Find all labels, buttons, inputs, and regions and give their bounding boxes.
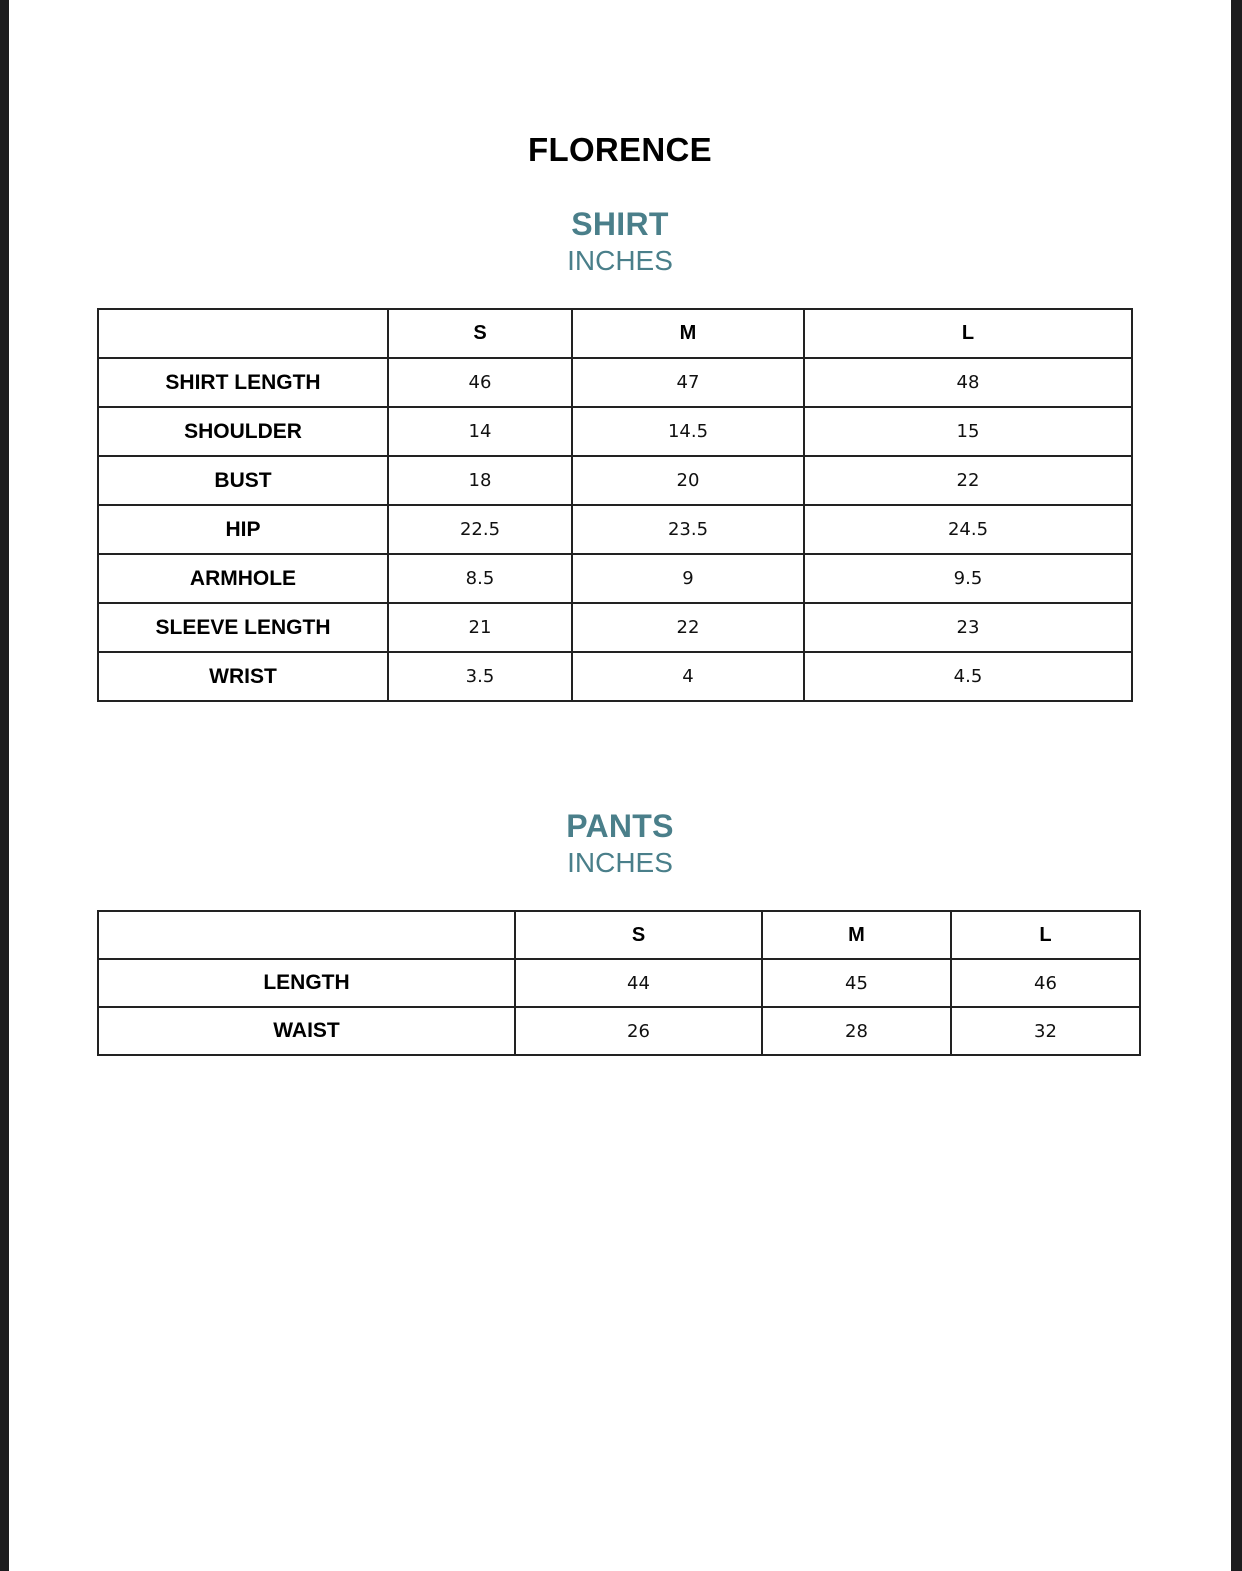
- row-label: SHOULDER: [98, 407, 388, 456]
- header-size-m: M: [762, 911, 951, 959]
- table-cell: 45: [762, 959, 951, 1007]
- table-cell: 4: [572, 652, 804, 701]
- table-row: [98, 505, 1132, 554]
- document-page: [9, 0, 1231, 1571]
- header-size-l: L: [804, 309, 1132, 358]
- table-cell: 23.5: [572, 505, 804, 554]
- table-row: [98, 554, 1132, 603]
- table-cell: 24.5: [804, 505, 1132, 554]
- table-cell: 4.5: [804, 652, 1132, 701]
- table-row: [98, 1007, 1140, 1055]
- document-title: FLORENCE: [528, 131, 712, 168]
- row-label: HIP: [98, 505, 388, 554]
- table-row: [98, 358, 1132, 407]
- row-label: SLEEVE LENGTH: [98, 603, 388, 652]
- row-label: WAIST: [98, 1007, 515, 1055]
- table-cell: 18: [388, 456, 572, 505]
- shirt-section-title: SHIRT: [571, 206, 669, 242]
- row-label: BUST: [98, 456, 388, 505]
- row-label: ARMHOLE: [98, 554, 388, 603]
- table-cell: 9: [572, 554, 804, 603]
- table-cell: 46: [388, 358, 572, 407]
- pants-size-table: [97, 910, 1141, 1056]
- row-label: WRIST: [98, 652, 388, 701]
- header-corner-cell: [98, 309, 388, 358]
- table-header-row: [98, 309, 1132, 358]
- shirt-section-unit: INCHES: [567, 245, 673, 276]
- table-row: [98, 959, 1140, 1007]
- table-cell: 8.5: [388, 554, 572, 603]
- table-row: [98, 652, 1132, 701]
- table-cell: 15: [804, 407, 1132, 456]
- header-size-s: S: [388, 309, 572, 358]
- table-cell: 20: [572, 456, 804, 505]
- shirt-size-table: [97, 308, 1133, 702]
- table-cell: 46: [951, 959, 1140, 1007]
- table-header-row: [98, 911, 1140, 959]
- table-row: [98, 456, 1132, 505]
- table-cell: 23: [804, 603, 1132, 652]
- table-cell: 26: [515, 1007, 762, 1055]
- table-cell: 14.5: [572, 407, 804, 456]
- header-size-l: L: [951, 911, 1140, 959]
- header-size-m: M: [572, 309, 804, 358]
- table-cell: 21: [388, 603, 572, 652]
- table-cell: 47: [572, 358, 804, 407]
- table-cell: 9.5: [804, 554, 1132, 603]
- header-corner-cell: [98, 911, 515, 959]
- table-cell: 22: [572, 603, 804, 652]
- table-cell: 22.5: [388, 505, 572, 554]
- pants-section-unit: INCHES: [567, 847, 673, 878]
- pants-section-title: PANTS: [566, 808, 674, 844]
- table-row: [98, 603, 1132, 652]
- row-label: SHIRT LENGTH: [98, 358, 388, 407]
- table-row: [98, 407, 1132, 456]
- table-cell: 3.5: [388, 652, 572, 701]
- table-cell: 32: [951, 1007, 1140, 1055]
- row-label: LENGTH: [98, 959, 515, 1007]
- table-cell: 44: [515, 959, 762, 1007]
- header-size-s: S: [515, 911, 762, 959]
- table-cell: 22: [804, 456, 1132, 505]
- table-cell: 28: [762, 1007, 951, 1055]
- table-cell: 48: [804, 358, 1132, 407]
- table-cell: 14: [388, 407, 572, 456]
